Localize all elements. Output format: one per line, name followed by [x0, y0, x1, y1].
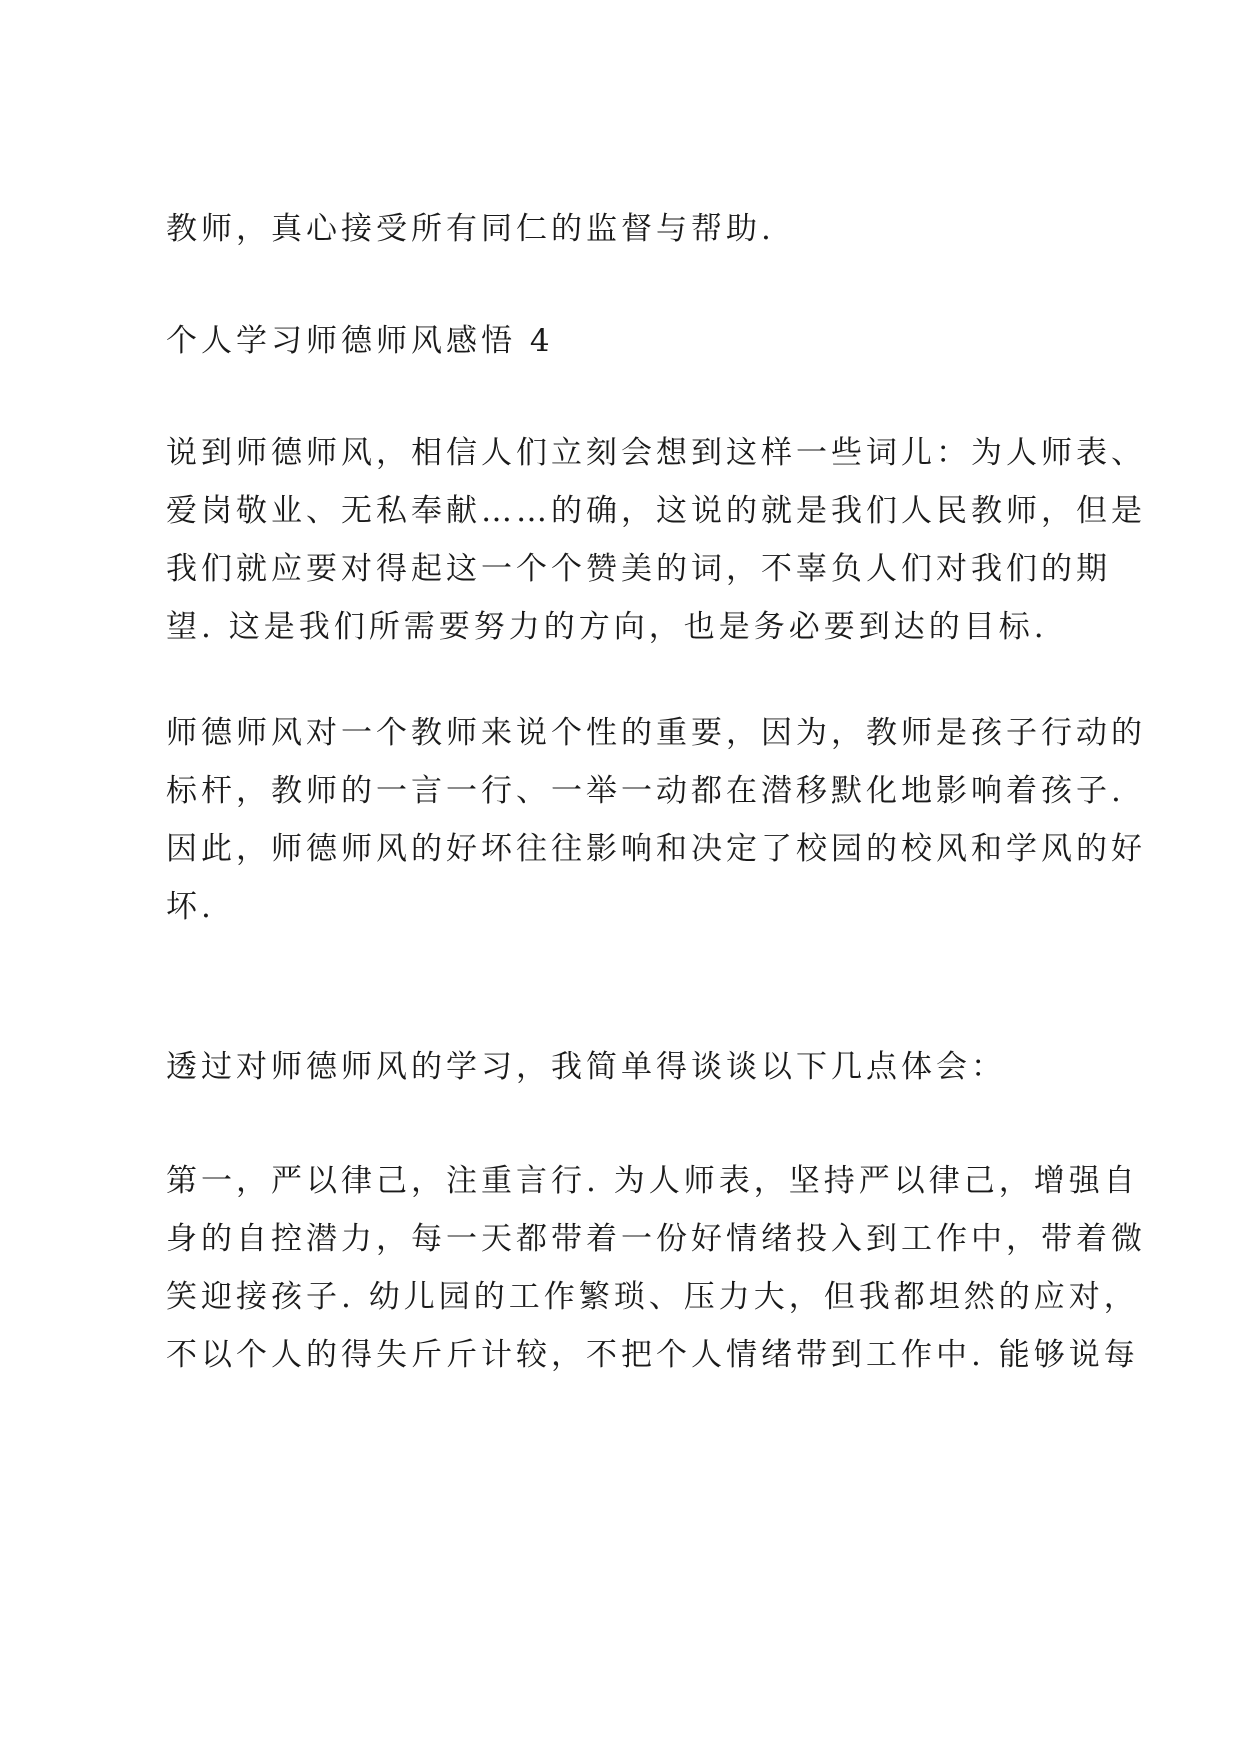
- paragraph-4: [166, 1152, 1146, 1384]
- section-heading: [166, 312, 1096, 370]
- text-line: 透过对师德师风的学习，我简单得谈谈以下几点体会：: [166, 1049, 1006, 1085]
- text-line: 师德师风对一个教师来说个性的重要，因为，教师是孩子行动的: [166, 715, 1146, 751]
- text-line: 因此，师德师风的好坏往往影响和决定了校园的校风和学风的好: [166, 831, 1146, 867]
- text-line: 身的自控潜力，每一天都带着一份好情绪投入到工作中，带着微: [166, 1221, 1146, 1257]
- text-line: 爱岗敬业、无私奉献……的确，这说的就是我们人民教师，但是: [166, 493, 1146, 529]
- text-line: 标杆，教师的一言一行、一举一动都在潜移默化地影响着孩子.: [166, 773, 1125, 809]
- text-line: 坏.: [166, 889, 215, 925]
- paragraph-2: [166, 704, 1146, 936]
- text-line: 教师，真心接受所有同仁的监督与帮助.: [166, 211, 775, 247]
- continuation-paragraph: [166, 200, 1096, 258]
- paragraph-1: [166, 424, 1146, 656]
- heading-text: 个人学习师德师风感悟 4: [166, 323, 554, 359]
- text-line: 第一，严以律己，注重言行. 为人师表，坚持严以律己，增强自: [166, 1163, 1139, 1199]
- text-line: 我们就应要对得起这一个个赞美的词，不辜负人们对我们的期: [166, 551, 1111, 587]
- paragraph-3: [166, 1038, 1096, 1096]
- text-line: 笑迎接孩子. 幼儿园的工作繁琐、压力大，但我都坦然的应对，: [166, 1279, 1139, 1315]
- text-line: 望. 这是我们所需要努力的方向，也是务必要到达的目标.: [166, 609, 1048, 645]
- text-line: 说到师德师风，相信人们立刻会想到这样一些词儿：为人师表、: [166, 435, 1146, 471]
- text-line: 不以个人的得失斤斤计较，不把个人情绪带到工作中. 能够说每: [166, 1337, 1139, 1373]
